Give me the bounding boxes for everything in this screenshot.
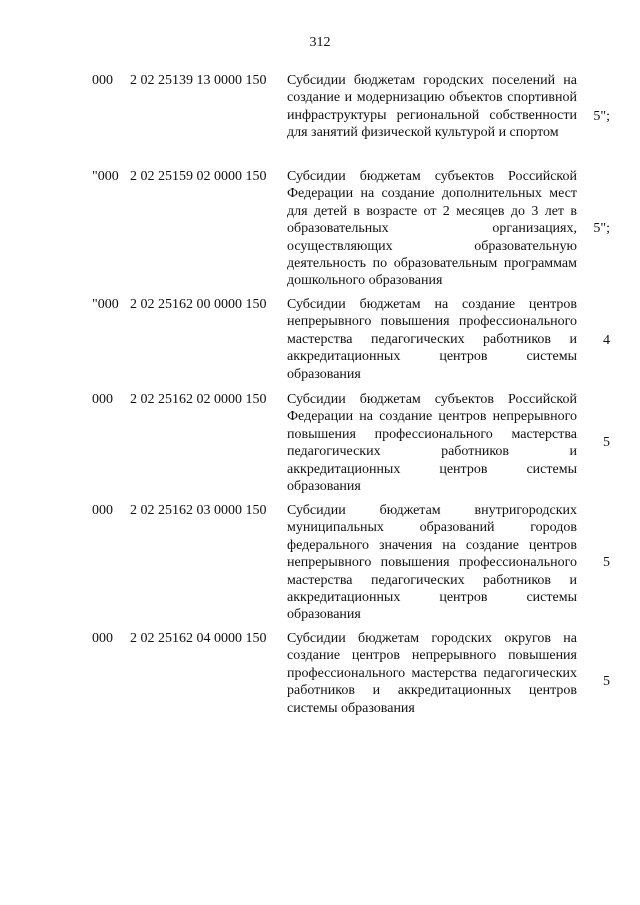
admin-code: 000: [92, 631, 113, 646]
row-description: Субсидии бюджетам городских поселений на создание и модернизацию объектов спортивной инфраструктуры региональной собственности для занятий физической культурой и спортом: [287, 73, 577, 141]
kbk-code: 2 02 25162 02 0000 150: [130, 392, 267, 407]
row-value: 5: [603, 555, 610, 570]
row-description: Субсидии бюджетам городских округов на создание центров непрерывного повышения профессионального мастерства педагогических работников и аккредитационных центров системы образования: [287, 631, 577, 716]
row-description: Субсидии бюджетам субъектов Российской Федерации на создание центров непрерывного повышения профессионального мастерства педагогических работников и аккредитационных центров системы образования: [287, 392, 577, 495]
row-value: 5";: [593, 221, 610, 236]
kbk-code: 2 02 25162 03 0000 150: [130, 503, 267, 518]
row-value: 4: [603, 333, 610, 348]
kbk-code: 2 02 25139 13 0000 150: [130, 73, 267, 88]
admin-code: "000: [92, 169, 119, 184]
row-description: Субсидии бюджетам субъектов Российской Федерации на создание дополнительных мест для детей в возрасте от 2 месяцев до 3 лет в образовательных организациях, осуществляющих образовательную деятельность по образовательным программам дошкольного образования: [287, 169, 577, 289]
row-description: Субсидии бюджетам на создание центров непрерывного повышения профессионального мастерства педагогических работников и аккредитационных центров системы образования: [287, 297, 577, 382]
kbk-code: 2 02 25159 02 0000 150: [130, 169, 267, 184]
admin-code: 000: [92, 392, 113, 407]
row-value: 5: [603, 674, 610, 689]
admin-code: "000: [92, 297, 119, 312]
admin-code: 000: [92, 503, 113, 518]
page-number: 312: [309, 35, 331, 50]
admin-code: 000: [92, 73, 113, 88]
kbk-code: 2 02 25162 04 0000 150: [130, 631, 267, 646]
row-value: 5: [603, 435, 610, 450]
kbk-code: 2 02 25162 00 0000 150: [130, 297, 267, 312]
row-value: 5";: [593, 109, 610, 124]
row-description: Субсидии бюджетам внутригородских муниципальных образований городов федерального значения на создание центров непрерывного повышения профессионального мастерства педагогических работников и аккредитационных центров системы образования: [287, 503, 577, 623]
